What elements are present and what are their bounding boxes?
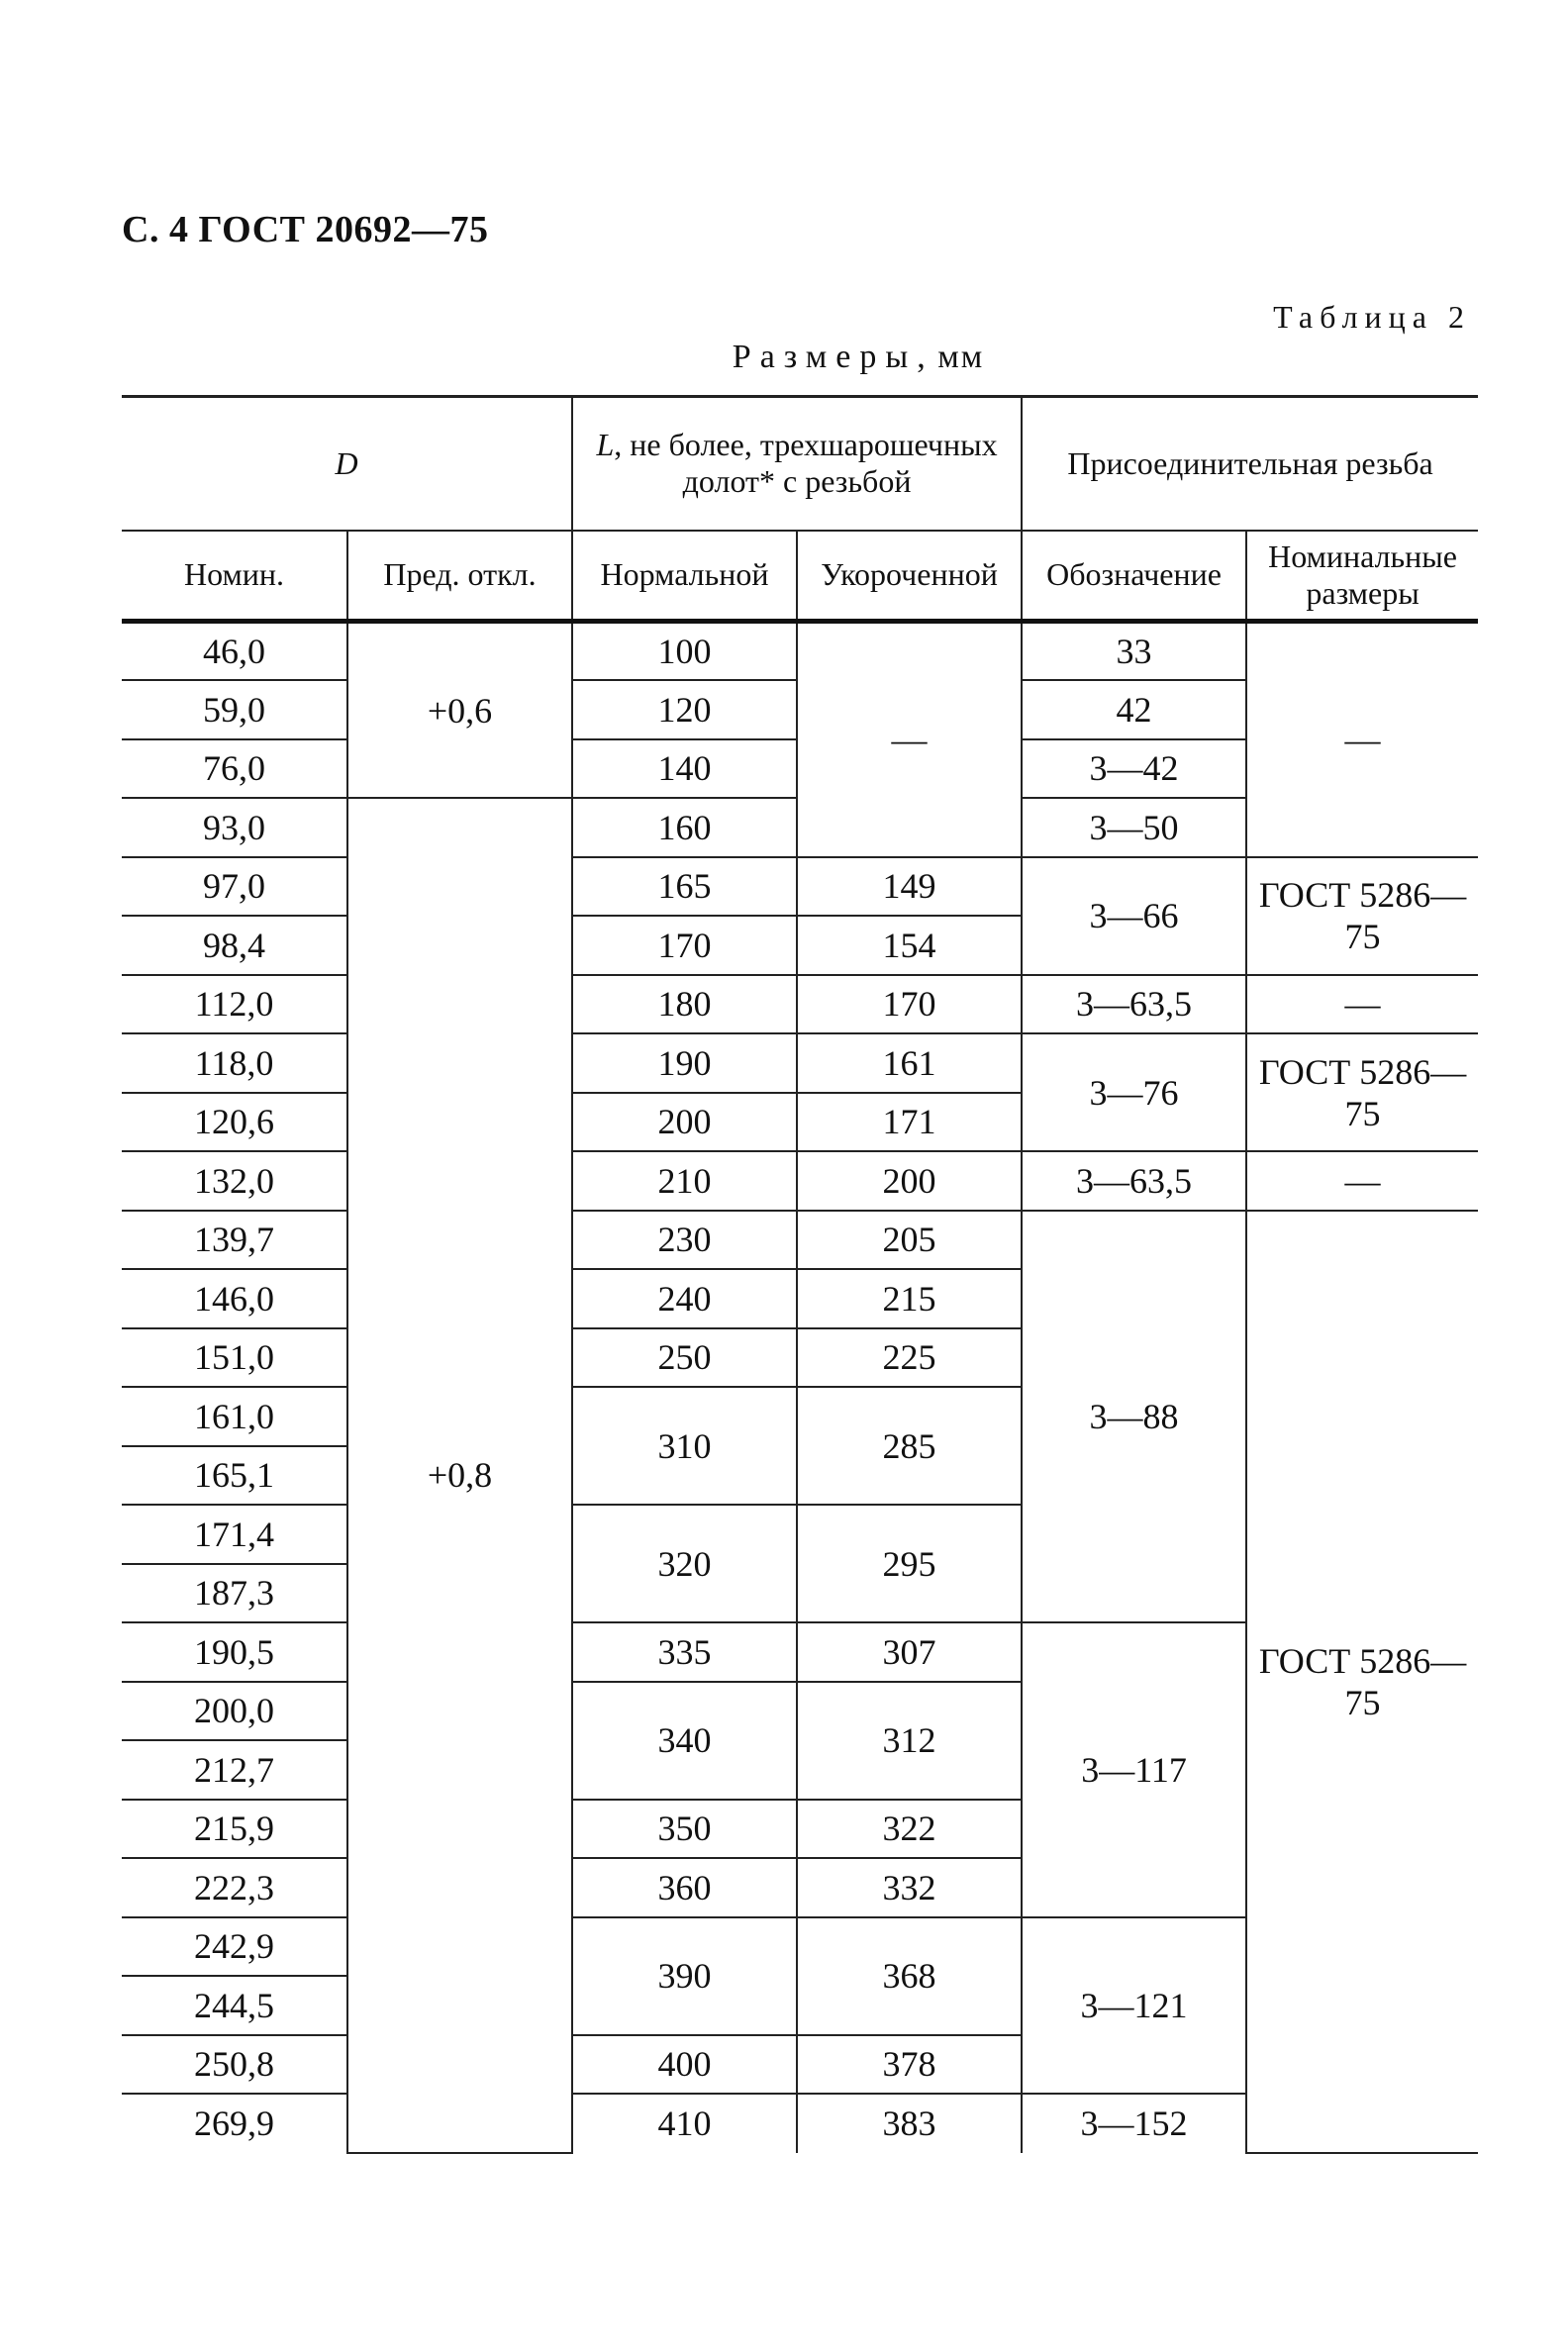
d-value: 97,0 <box>122 857 347 917</box>
d-value: 222,3 <box>122 1858 347 1917</box>
col-l-header <box>572 397 1022 531</box>
col-l-symbol: L <box>596 427 615 463</box>
tolerance-value: +0,8 <box>347 798 572 2153</box>
d-value: 165,1 <box>122 1446 347 1506</box>
col-nom-header: Номин. <box>122 531 347 622</box>
l-short-value: 378 <box>797 2035 1022 2095</box>
d-value: 120,6 <box>122 1093 347 1152</box>
designation-value: 3—50 <box>1022 798 1246 857</box>
d-value: 215,9 <box>122 1800 347 1859</box>
d-value: 242,9 <box>122 1917 347 1977</box>
col-tol-header: Пред. откл. <box>347 531 572 622</box>
l-normal-value: 250 <box>572 1328 797 1388</box>
caption-title: Размеры <box>732 339 918 375</box>
col-short-header: Укороченной <box>797 531 1022 622</box>
designation-value: 3—76 <box>1022 1033 1246 1151</box>
designation-value: 3—117 <box>1022 1622 1246 1917</box>
nominal-value: ГОСТ 5286—75 <box>1246 1211 1478 2153</box>
l-short-value: 215 <box>797 1269 1022 1328</box>
d-value: 59,0 <box>122 680 347 739</box>
l-short-value: 161 <box>797 1033 1022 1093</box>
l-normal-value: 165 <box>572 857 797 917</box>
l-short-value: 170 <box>797 975 1022 1034</box>
designation-value: 3—88 <box>1022 1211 1246 1623</box>
d-value: 98,4 <box>122 916 347 975</box>
page-header: С. 4 ГОСТ 20692—75 <box>122 209 489 250</box>
l-normal-value: 340 <box>572 1682 797 1800</box>
l-short-value: 225 <box>797 1328 1022 1388</box>
designation-value: 3—121 <box>1022 1917 1246 2095</box>
d-value: 118,0 <box>122 1033 347 1093</box>
d-value: 250,8 <box>122 2035 347 2095</box>
designation-value: 3—63,5 <box>1022 975 1246 1034</box>
table-caption <box>0 339 1568 376</box>
l-short-value: 322 <box>797 1800 1022 1859</box>
l-short-value: 307 <box>797 1622 1022 1682</box>
col-designation-header: Обозначение <box>1022 531 1246 622</box>
l-normal-value: 310 <box>572 1387 797 1505</box>
l-normal-value: 200 <box>572 1093 797 1152</box>
designation-value: 33 <box>1022 622 1246 681</box>
col-l-text: , не более, трехшарошечных долот* с резьбой <box>614 427 998 500</box>
d-value: 46,0 <box>122 622 347 681</box>
l-normal-value: 360 <box>572 1858 797 1917</box>
d-value: 190,5 <box>122 1622 347 1682</box>
d-value: 244,5 <box>122 1976 347 2035</box>
d-value: 112,0 <box>122 975 347 1034</box>
table-label: Таблица 2 <box>1273 299 1471 335</box>
nominal-value: ГОСТ 5286—75 <box>1246 1033 1478 1151</box>
l-short-value: 200 <box>797 1151 1022 1211</box>
l-normal-value: 335 <box>572 1622 797 1682</box>
l-short-value: 312 <box>797 1682 1022 1800</box>
l-short-value: 295 <box>797 1505 1022 1622</box>
l-normal-value: 100 <box>572 622 797 681</box>
l-normal-value: 320 <box>572 1505 797 1622</box>
l-short-value: 149 <box>797 857 1022 917</box>
d-value: 269,9 <box>122 2094 347 2153</box>
d-value: 139,7 <box>122 1211 347 1270</box>
caption-unit: , мм <box>917 339 985 375</box>
col-nominal-header: Номинальные размеры <box>1246 531 1478 622</box>
designation-value: 3—42 <box>1022 739 1246 799</box>
l-short-value: 171 <box>797 1093 1022 1152</box>
nominal-value: — <box>1246 1151 1478 1211</box>
l-normal-value: 210 <box>572 1151 797 1211</box>
l-normal-value: 190 <box>572 1033 797 1093</box>
d-value: 132,0 <box>122 1151 347 1211</box>
dimensions-table <box>122 395 1478 2154</box>
l-short-value: 368 <box>797 1917 1022 2035</box>
l-normal-value: 350 <box>572 1800 797 1859</box>
designation-value: 42 <box>1022 680 1246 739</box>
l-normal-value: 400 <box>572 2035 797 2095</box>
l-short-value: 154 <box>797 916 1022 975</box>
l-short-value: 205 <box>797 1211 1022 1270</box>
designation-value: 3—66 <box>1022 857 1246 975</box>
tolerance-value: +0,6 <box>347 622 572 799</box>
col-thread-header: Присоединительная резьба <box>1022 397 1478 531</box>
d-value: 200,0 <box>122 1682 347 1741</box>
nominal-value: — <box>1246 622 1478 857</box>
l-short-value: — <box>797 622 1022 857</box>
d-value: 93,0 <box>122 798 347 857</box>
l-normal-value: 240 <box>572 1269 797 1328</box>
l-normal-value: 120 <box>572 680 797 739</box>
d-value: 187,3 <box>122 1564 347 1623</box>
col-d-header: D <box>122 397 572 531</box>
l-normal-value: 180 <box>572 975 797 1034</box>
d-value: 151,0 <box>122 1328 347 1388</box>
l-short-value: 332 <box>797 1858 1022 1917</box>
l-normal-value: 160 <box>572 798 797 857</box>
d-value: 76,0 <box>122 739 347 799</box>
d-value: 161,0 <box>122 1387 347 1446</box>
l-normal-value: 140 <box>572 739 797 799</box>
l-normal-value: 170 <box>572 916 797 975</box>
designation-value: 3—152 <box>1022 2094 1246 2153</box>
nominal-value: ГОСТ 5286—75 <box>1246 857 1478 975</box>
l-normal-value: 390 <box>572 1917 797 2035</box>
d-value: 212,7 <box>122 1740 347 1800</box>
d-value: 146,0 <box>122 1269 347 1328</box>
nominal-value: — <box>1246 975 1478 1034</box>
l-short-value: 383 <box>797 2094 1022 2153</box>
l-normal-value: 230 <box>572 1211 797 1270</box>
designation-value: 3—63,5 <box>1022 1151 1246 1211</box>
d-value: 171,4 <box>122 1505 347 1564</box>
l-normal-value: 410 <box>572 2094 797 2153</box>
col-normal-header: Нормальной <box>572 531 797 622</box>
l-short-value: 285 <box>797 1387 1022 1505</box>
